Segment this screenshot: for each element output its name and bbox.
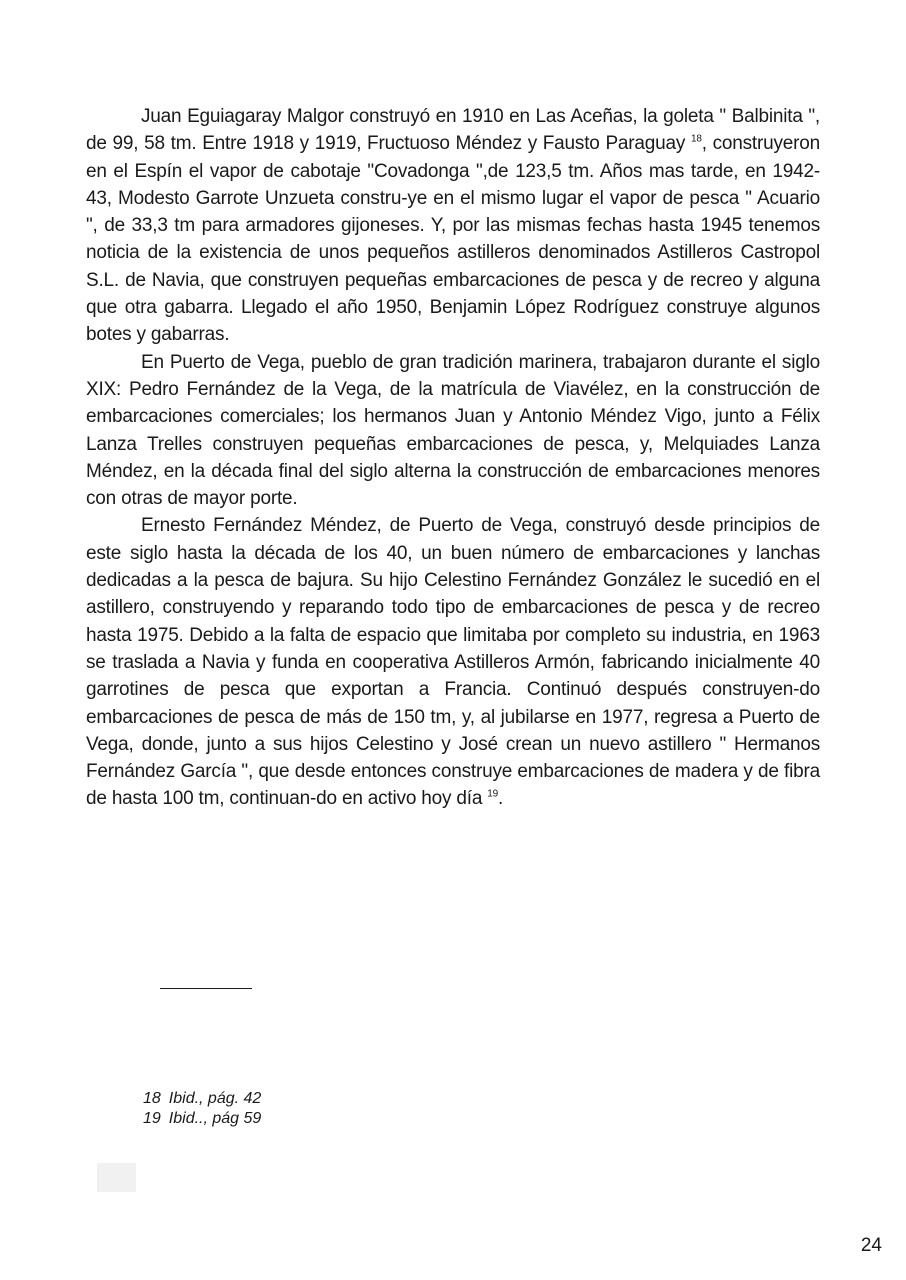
page-number: 24 bbox=[860, 1235, 882, 1256]
paragraph-3-text-a: Ernesto Fernández Méndez, de Puerto de Vega, construyó desde principios de este siglo hasta la década de los 40, un buen número de embarcaciones y lanchas dedicadas a la pesca de bajura. Su hijo Celestino Fernández González le sucedió en el astillero, construyendo y reparando todo tipo de embarcaciones de pesca y de recreo hasta 1975. Debido a la falta de espacio que limitaba por completo su industria, en 1963 se traslada a Navia y funda en cooperativa Astilleros Armón, fabricando inicialmente 40 garrotines de pesca que exportan a Francia. Continuó después construyen-do embarcaciones de pesca de más de 150 tm, y, al jubilarse en 1977, regresa a Puerto de Vega, donde, junto a sus hijos Celestino y José crean un nuevo astillero " Hermanos Fernández García ", que desde entonces construye embarcaciones de madera y de fibra de hasta 100 tm, continuan-do en activo hoy día bbox=[86, 515, 820, 810]
paragraph-1-text-b: , construyeron en el Espín el vapor de cabotaje "Covadonga ",de 123,5 tm. Años mas tarde, en 1942-43, Modesto Garrote Unzueta constru-ye en el mismo lugar el vapor de pesca " Acuario ", de 33,3 tm para armadores gijoneses. Y, por las mismas fechas hasta 1945 tenemos noticia de la existencia de unos pequeños astilleros denominados Astilleros Castropol S.L. de Navia, que construyen pequeñas embarcaciones de pesca y de recreo y alguna que otra gabarra. Llegado el año 1950, Benjamin López Rodríguez construye algunos botes y gabarras. bbox=[86, 133, 820, 346]
footnote-separator bbox=[160, 988, 252, 989]
paragraph-2 bbox=[86, 349, 820, 513]
footnote-text: Ibid.., pág 59 bbox=[168, 1110, 262, 1127]
footnote-number: 19 bbox=[143, 1110, 161, 1127]
footnote-text: Ibid., pág. 42 bbox=[168, 1090, 262, 1107]
footnote-19 bbox=[143, 1109, 261, 1129]
body-text bbox=[86, 103, 820, 813]
footnotes bbox=[143, 1089, 261, 1129]
paragraph-1-text-a: Juan Eguiagaray Malgor construyó en 1910 en Las Aceñas, la goleta " Balbinita ", de 99, 58 tm. Entre 1918 y 1919, Fructuoso Méndez y Fausto Paraguay bbox=[86, 106, 820, 155]
footnote-ref-19: 19 bbox=[487, 789, 499, 801]
paragraph-1 bbox=[86, 103, 820, 349]
footnote-18 bbox=[143, 1089, 261, 1109]
footnote-number: 18 bbox=[143, 1090, 161, 1107]
scan-artifact bbox=[97, 1163, 136, 1192]
footnote-ref-18: 18 bbox=[690, 133, 702, 145]
paragraph-3-text-b: . bbox=[498, 788, 504, 810]
paragraph-2-text: En Puerto de Vega, pueblo de gran tradición marinera, trabajaron durante el siglo XIX: Pedro Fernández de la Vega, de la matrícula de Viavélez, en la construcción de embarcaciones comerciales; los hermanos Juan y Antonio Méndez Vigo, junto a Félix Lanza Trelles construyen pequeñas embarcaciones de pesca, y, Melquiades Lanza Méndez, en la década final del siglo alterna la construcción de embarcaciones menores con otras de mayor porte. bbox=[86, 351, 820, 510]
paragraph-3 bbox=[86, 512, 820, 812]
